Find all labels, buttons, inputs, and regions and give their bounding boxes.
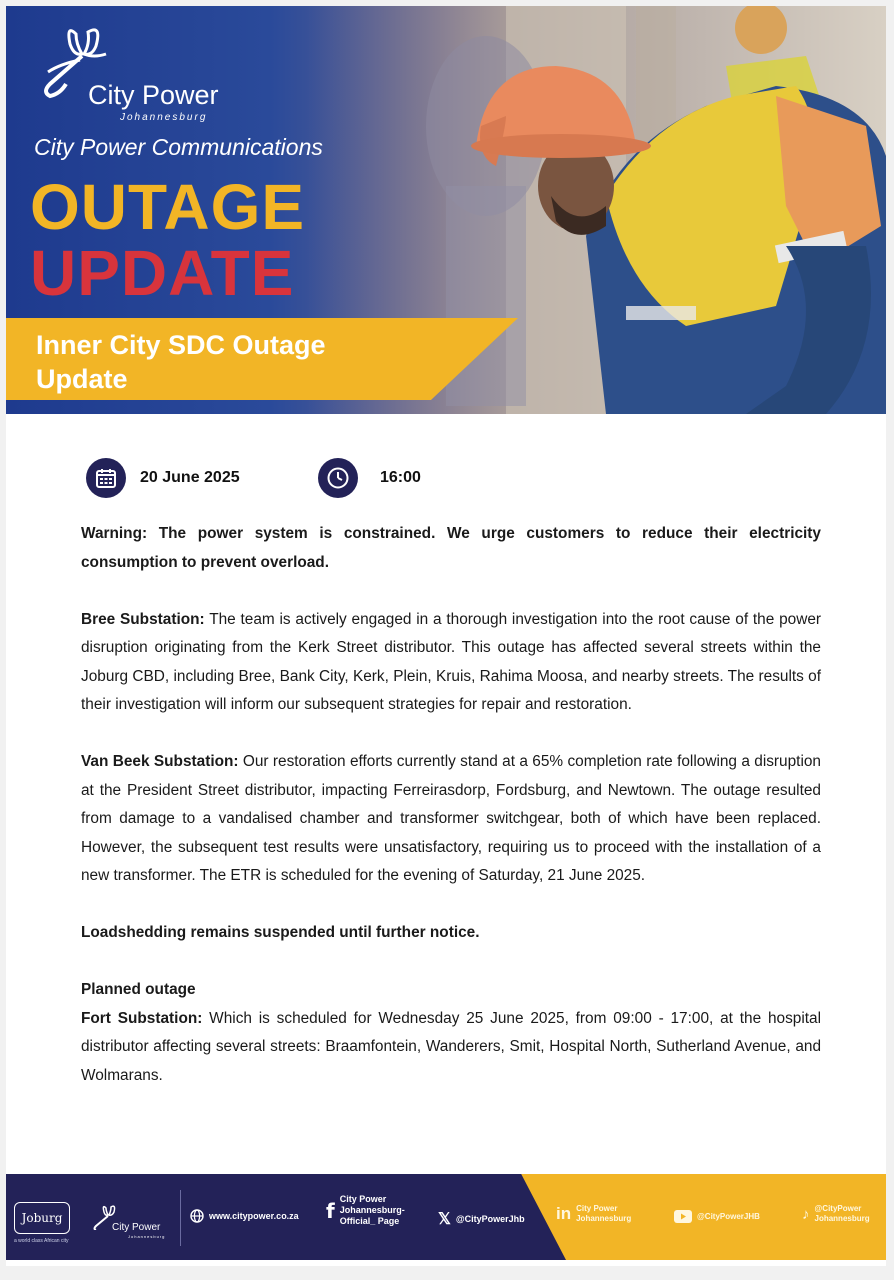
youtube-link[interactable] (674, 1210, 760, 1223)
notice-title (36, 328, 436, 396)
x-handle: @CityPowerJhb (455, 1214, 525, 1224)
date-block (86, 458, 240, 498)
footer-bar (6, 1174, 886, 1260)
facebook-text (340, 1194, 405, 1227)
linkedin-link[interactable] (556, 1204, 631, 1224)
notice-title-line2: Update (36, 364, 128, 394)
time-block (318, 458, 421, 498)
tiktok-icon: ♪ (802, 1205, 810, 1223)
headline-outage: OUTAGE (30, 171, 306, 243)
youtube-icon (674, 1210, 692, 1223)
planned-heading: Planned outage (81, 981, 196, 998)
facebook-link[interactable] (326, 1194, 405, 1227)
joburg-logo: Joburg (14, 1202, 70, 1234)
tiktok-line-2: Johannesburg (814, 1214, 870, 1223)
youtube-handle: @CityPowerJHB (697, 1212, 760, 1221)
outage-notice-page (6, 6, 886, 1266)
website-text: www.citypower.co.za (209, 1211, 299, 1221)
planned-heading-paragraph (81, 976, 821, 1005)
vanbeek-paragraph (81, 748, 821, 891)
loadshedding-text: Loadshedding remains suspended until further notice. (81, 924, 480, 941)
calendar-icon (86, 458, 126, 498)
facebook-line-1: City Power (339, 1194, 387, 1204)
footer-logo-name: City Power (112, 1222, 161, 1233)
bree-paragraph (81, 606, 821, 720)
notice-body (81, 520, 821, 1119)
bree-title: Bree Substation: (81, 610, 205, 628)
logo-name: City Power (88, 80, 219, 110)
tiktok-text (815, 1204, 870, 1224)
fort-paragraph (81, 1005, 821, 1091)
header-banner (6, 6, 886, 414)
tiktok-line-1: @CityPower (814, 1204, 862, 1213)
footer-divider (180, 1190, 181, 1246)
joburg-tagline: a world class African city (14, 1238, 69, 1244)
tiktok-link[interactable] (802, 1204, 870, 1224)
x-icon: 𝕏 (438, 1211, 451, 1228)
x-link[interactable] (438, 1209, 525, 1229)
globe-icon (190, 1209, 204, 1223)
notice-date: 20 June 2025 (140, 469, 240, 486)
communications-label: City Power Communications (34, 134, 323, 160)
facebook-icon: f (326, 1198, 335, 1223)
fort-title: Fort Substation: (81, 1009, 203, 1027)
warning-text: Warning: The power system is constrained. We urge customers to reduce their electricity consumption to prevent overload. (81, 525, 821, 571)
facebook-line-2: Johannesburg- (339, 1205, 405, 1215)
logo-subtitle: Johannesburg (120, 112, 208, 123)
facebook-line-3: Official_ Page (339, 1216, 400, 1226)
city-power-logo (36, 24, 276, 134)
linkedin-text (576, 1204, 631, 1224)
clock-icon (318, 458, 358, 498)
loadshedding-paragraph (81, 919, 821, 948)
notice-title-line1: Inner City SDC Outage (36, 330, 326, 360)
bree-text: The team is actively engaged in a thorough investigation into the root cause of the power disruption originating from the Kerk Street distributor. This outage has affected several streets within the Joburg CBD, including Bree, Bank City, Kerk, Plein, Kruis, Rahima Moosa, and nearby streets. The results of their investigation will inform our subsequent strategies for repair and restoration. (81, 610, 822, 713)
warning-paragraph (81, 520, 821, 577)
website-link[interactable] (190, 1209, 299, 1223)
linkedin-line-2: Johannesburg (576, 1214, 632, 1223)
linkedin-icon: in (556, 1204, 572, 1223)
headline-update: UPDATE (30, 237, 295, 309)
vanbeek-title: Van Beek Substation: (81, 753, 239, 770)
footer-logo-subtitle: Johannesburg (128, 1234, 166, 1239)
notice-time: 16:00 (380, 469, 421, 486)
vanbeek-text: Our restoration efforts currently stand at a 65% completion rate following a disruption at the President Street distributor, impacting Ferreirasdorp, Fordsburg, and Newtown. The outage resulted from damage to a vandalised chamber and transformer switchgear, both of which have been replaced. However, the subsequent test results were unsatisfactory, requiring us to proceed with the installation of a new transformer. The ETR is scheduled for the evening of Saturday, 21 June 2025. (81, 753, 821, 884)
linkedin-line-1: City Power (576, 1204, 618, 1213)
fort-text: Which is scheduled for Wednesday 25 June 2025, from 09:00 - 17:00, at the hospital distributor affecting several streets: Braamfontein, Wanderers, Smit, Hospital North, Sutherland Avenue, and Wolmarans. (81, 1009, 821, 1084)
